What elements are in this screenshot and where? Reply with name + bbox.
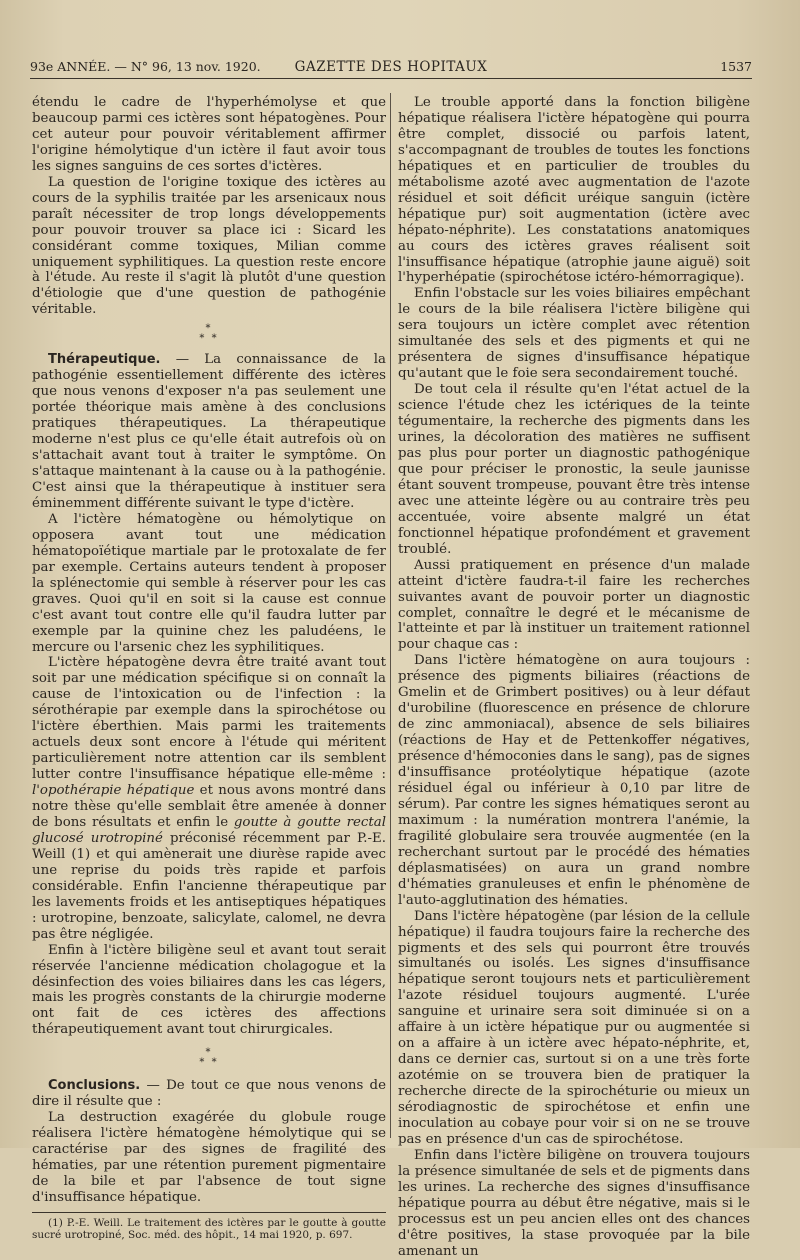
footnote-rule xyxy=(32,1212,386,1213)
footnote: (1) P.-E. Weill. Le traitement des ictères par le goutte à goutte sucré urotropiné, Soc. méd. des hôpit., 14 mai 1920, p. 697. xyxy=(32,1216,386,1242)
right-column xyxy=(398,95,750,1260)
paragraph: La destruction exagérée du globule rouge réalisera l'ictère hématogène hémolytique qui se caractérise par des signes de fragilité des hématies, par une rétention purement pigmentaire de la bile et par l'absence de tout signe d'insuffisance hépatique. xyxy=(32,1110,386,1205)
paragraph-therapeutique: Thérapeutique. — La connaissance de la pathogénie essentiellement différente des ictères que nous venons d'exposer n'a pas seulement une portée théorique mais amène à des conclusions pratiques thérapeutiques. La thérapeutique moderne n'est plus ce qu'elle était autrefois où on s'attachait avant tout à traiter le symptôme. On s'attaque maintenant à la cause ou à la pathogénie. C'est ainsi que la thérapeutique à instituer sera éminemment différente suivant le type d'ictère. xyxy=(32,352,386,511)
paragraph: Dans l'ictère hématogène on aura toujours : présence des pigments biliaires (réactions de Gmelin et de Grimbert positives) ou à leur défaut d'urobiline (fluorescence en présence de chlorure de zinc ammoniacal), absence de sels biliaires (réactions de Hay et de Pettenkoffer négatives, présence d'hémoconies dans le sang), pas de signes d'insuffisance protéolytique hépatique (azote résiduel égal ou inférieur à 0,10 par litre de sérum). Par contre les signes hématiques seront au maximum : la numération montrera l'anémie, la fragilité globulaire sera trouvée augmentée (en la recherchant surtout par le procédé des hématies déplasmatisées) on aura un grand nombre d'hématies granuleuses et enfin le phénomène de l'auto-agglutination des hématies. xyxy=(398,653,750,908)
section-separator: * * * xyxy=(199,323,219,345)
paragraph: Enfin l'obstacle sur les voies biliaires empêchant le cours de la bile réalisera l'ictère biligène qui sera toujours un ictère complet avec rétention simultanée des sels et des pigments et qui ne présentera de signes d'insuffisance hépatique qu'autant que le foie sera secondairement touché. xyxy=(398,286,750,382)
paragraph: Enfin dans l'ictère biligène on trouvera toujours la présence simultanée de sels et de pigments dans les urines. La recherche des signes d'insuffisance hépatique pourra au début être négative, mais si le processus est un peu ancien elles ont des chances d'être positives, la stase provoquée par la bile amenant un xyxy=(398,1147,750,1259)
paragraph: La question de l'origine toxique des ictères au cours de la syphilis traitée par les arsenicaux nous paraît nécessiter de trop longs développements pour pouvoir trouver sa place ici : Sicard les considérant comme toxiques, Milian comme uniquement syphilitiques. La question reste encore à l'étude. Au reste il s'agit là plutôt d'une question d'étiologie que d'une question de pathogénie véritable. xyxy=(32,174,386,318)
paragraph: étendu le cadre de l'hyperhémolyse et que beaucoup parmi ces ictères sont hépatogènes. Pour cet auteur pour pouvoir véritablement affirmer l'origine hémolytique d'un ictère il faut avoir tous les signes sanguins de ces sortes d'ictères. xyxy=(32,95,386,174)
issue-info: 93e ANNÉE. — N° 96, 13 nov. 1920. xyxy=(30,59,261,74)
page-header xyxy=(30,54,752,79)
left-column xyxy=(32,95,386,1242)
paragraph: Aussi pratiquement en présence d'un malade atteint d'ictère faudra-t-il faire les recherches suivantes avant de pouvoir porter un diagnostic complet, connaître le degré et le mécanisme de l'atteinte et par là instituer un traitement rationnel pour chaque cas : xyxy=(398,557,750,653)
page-number: 1537 xyxy=(720,59,752,74)
journal-title: GAZETTE DES HOPITAUX xyxy=(294,59,488,75)
paragraph: Le trouble apporté dans la fonction biligène hépatique réalisera l'ictère hépatogène qui pourra être complet, dissocié ou parfois latent, s'accompagnant de troubles de toutes les fonctions hépatiques et en particulier de troubles du métabolisme azoté avec augmentation de l'azote résiduel et soit déficit uréique sanguin (ictère hépatique pur) soit augmentation (ictère avec hépato-néphrite). Les constatations anatomiques au cours des ictères graves réalisent soit l'insuffisance hépatique (atrophie jaune aiguë) soit l'hyperhépatie (spirochétose ictéro-hémorragique). xyxy=(398,95,750,286)
section-separator: * * * xyxy=(199,1047,219,1069)
paragraph: A l'ictère hématogène ou hémolytique on opposera avant tout une médication hématopoïétique martiale par le protoxalate de fer par exemple. Certains auteurs tendent à proposer la splénectomie qui semble à réserver pour les cas graves. Quoi qu'il en soit si la cause est connue c'est avant tout contre elle qu'il faudra lutter par exemple par la quinine chez les paludéens, le mercure ou l'arsenic chez les syphilitiques. xyxy=(32,511,386,655)
paragraph: De tout cela il résulte qu'en l'état actuel de la science l'étude chez les ictériques de la teinte tégumentaire, la recherche des pigments dans les urines, la décoloration des matières ne suffisent pas plus pour porter un diagnostic pathogénique que pour préciser le pronostic, la seule jaunisse étant souvent trompeuse, pouvant être très intense avec une atteinte légère ou au contraire très peu accentuée, voire absente malgré un état fonctionnel hépatique profondément et gravement troublé. xyxy=(398,382,750,557)
paragraph-conclusions: Conclusions. — De tout ce que nous venons de dire il résulte que : xyxy=(32,1078,386,1110)
column-divider xyxy=(390,93,391,1138)
section-title-therapeutique: Thérapeutique. xyxy=(48,352,161,368)
paragraph: L'ictère hépatogène devra être traité avant tout soit par une médication spécifique si on connaît la cause de l'intoxication ou de l'infection : la sérothérapie par exemple dans la spirochétose ou l'ictère éberthien. Mais parmi les traitements actuels deux sont encore à l'étude qui méritent particulièrement notre attention car ils semblent lutter contre l'insuffisance hépatique elle-même : l'opothérapie hépatique et nous avons montré dans notre thèse qu'elle semblait être amenée à donner de bons résultats et enfin le goutte à goutte rectal glucosé urotropiné préconisé récemment par P.-E. Weill (1) et qui amènerait une diurèse rapide avec une reprise du poids très rapide et parfois considérable. Enfin l'ancienne thérapeutique par les lavements froids et les antiseptiques hépatiques : urotropine, benzoate, salicylate, calomel, ne devra pas être négligée. xyxy=(32,655,386,942)
paragraph: Enfin à l'ictère biligène seul et avant tout serait réservée l'ancienne médication cholagogue et la désinfection des voies biliaires dans les cas légers, mais les progrès constants de la chirurgie moderne ont fait de ces ictères des affections thérapeutiquement avant tout chirurgicales. xyxy=(32,942,386,1038)
paragraph: Dans l'ictère hépatogène (par lésion de la cellule hépatique) il faudra toujours faire la recherche des pigments et des sels qui pourront être trouvés simultanés ou isolés. Les signes d'insuffisance hépatique seront toujours nets et particulièrement l'azote résiduel toujours augmenté. L'urée sanguine et urinaire sera soit diminuée si on a affaire à un ictère hépatique pur ou augmentée si on a affaire à un ictère avec hépato-néphrite, et, dans ce dernier cas, surtout si on a une très forte azotémie on se trouvera bien de pratiquer la recherche directe de la spirochéturie ou mieux un sérodiagnostic de spirochétose et enfin une inoculation au cobaye pour voir si on ne se trouve pas en présence d'un cas de spirochétose. xyxy=(398,908,750,1147)
section-title-conclusions: Conclusions. xyxy=(48,1078,141,1094)
